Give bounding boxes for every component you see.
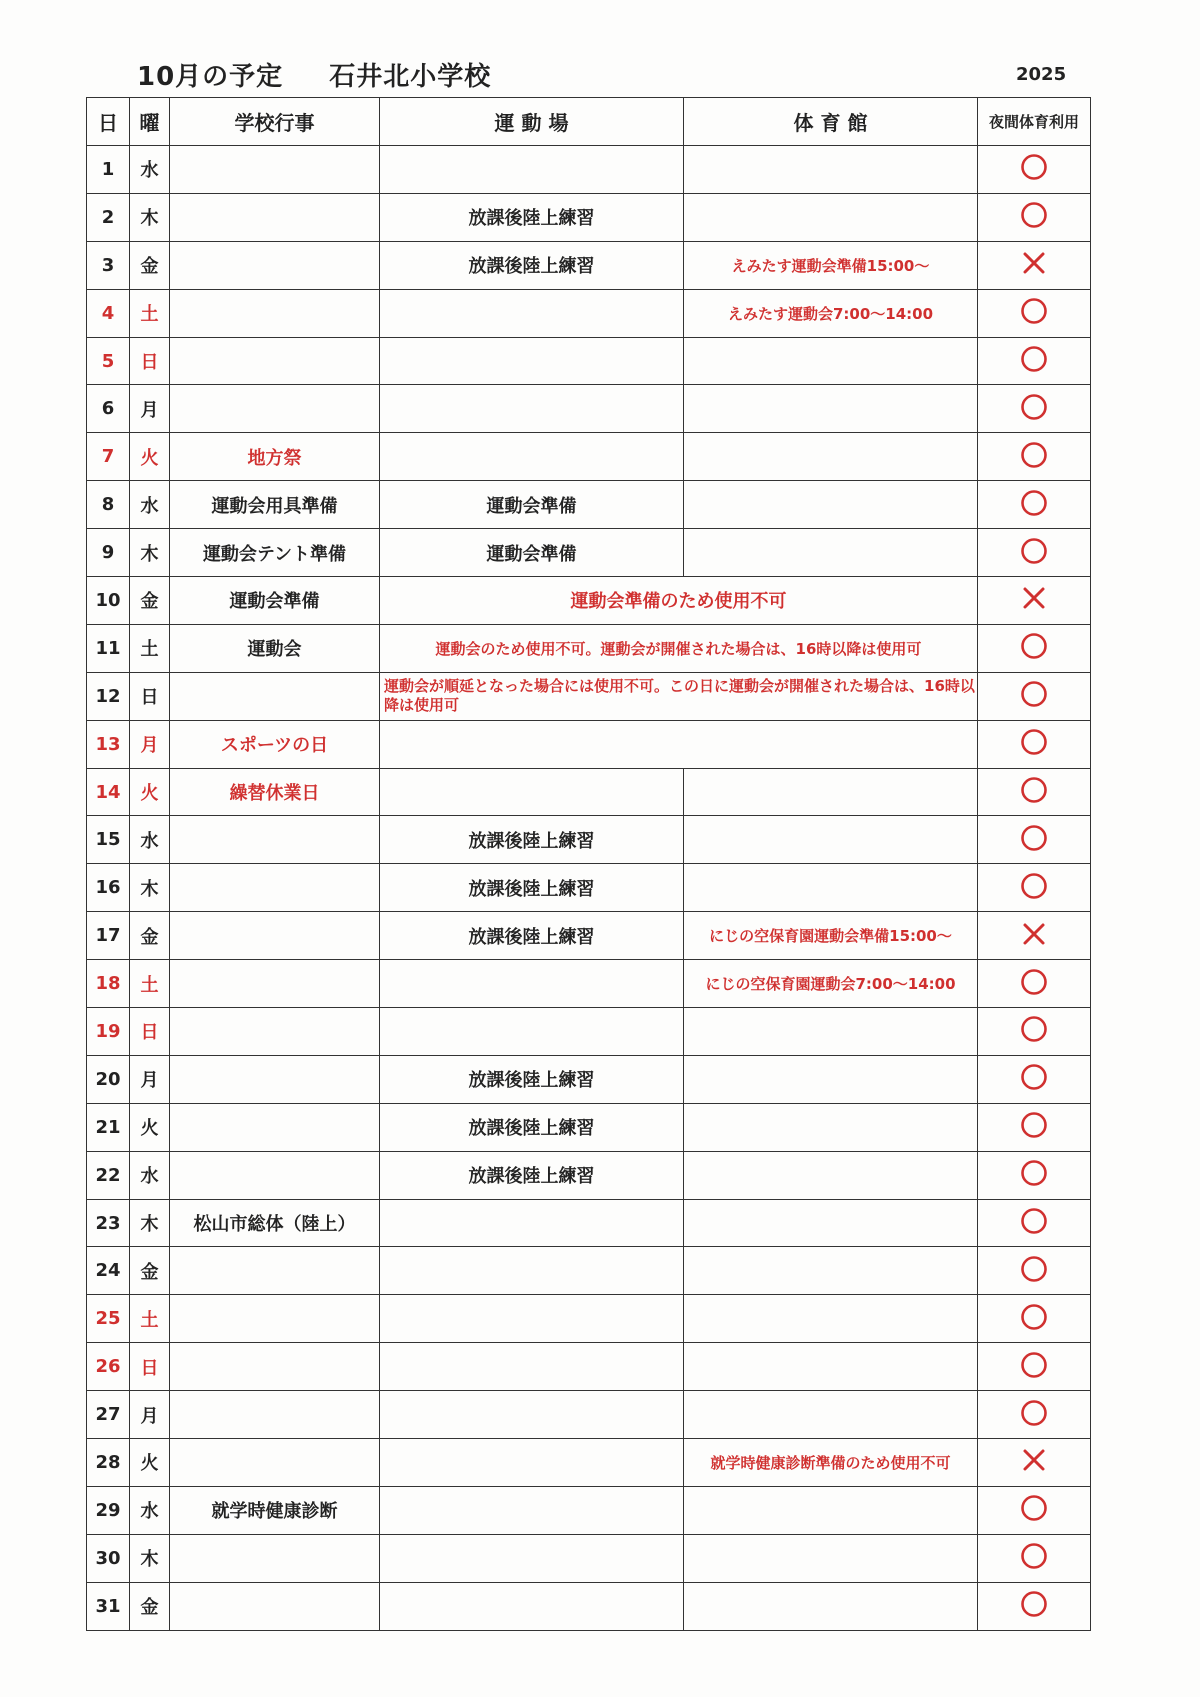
- gym-cell: [684, 1534, 978, 1582]
- ground-cell: 放課後陸上練習: [380, 816, 684, 864]
- night-use-cell: [978, 577, 1091, 625]
- ground-cell: [380, 1582, 684, 1630]
- night-use-value: [1049, 679, 1050, 680]
- event-cell: [170, 960, 380, 1008]
- night-use-cell: [978, 1199, 1091, 1247]
- gym-cell: 就学時健康診断準備のため使用不可: [684, 1439, 978, 1487]
- night-use-cell: [978, 960, 1091, 1008]
- circle-mark-icon: [1019, 727, 1049, 757]
- gym-cell: [684, 816, 978, 864]
- night-use-value: [1049, 1493, 1050, 1494]
- circle-mark-icon: [1019, 1206, 1049, 1236]
- table-row: [87, 1343, 1091, 1391]
- night-use-value: [1049, 1062, 1050, 1063]
- day-cell: 4: [87, 289, 130, 337]
- night-use-cell: [978, 1486, 1091, 1534]
- event-cell: 地方祭: [170, 433, 380, 481]
- day-cell: 26: [87, 1343, 130, 1391]
- day-cell: 15: [87, 816, 130, 864]
- circle-mark-icon: [1019, 1398, 1049, 1428]
- night-use-cell: [978, 1103, 1091, 1151]
- table-row: [87, 1055, 1091, 1103]
- cross-mark-icon: [1019, 1445, 1049, 1475]
- gym-cell: [684, 768, 978, 816]
- merged-cell: 運動会のため使用不可。運動会が開催された場合は、16時以降は使用可: [380, 624, 978, 672]
- night-use-value: [1049, 200, 1050, 201]
- day-cell: 17: [87, 912, 130, 960]
- night-use-cell: [978, 864, 1091, 912]
- day-cell: 19: [87, 1008, 130, 1056]
- weekday-cell: 土: [130, 289, 170, 337]
- table-row: [87, 241, 1091, 289]
- night-use-value: [1049, 1445, 1050, 1446]
- schedule-table: [86, 97, 1091, 1631]
- gym-cell: [684, 481, 978, 529]
- day-cell: 11: [87, 624, 130, 672]
- day-cell: 12: [87, 672, 130, 720]
- night-use-value: [1049, 871, 1050, 872]
- day-cell: 2: [87, 193, 130, 241]
- event-cell: [170, 1055, 380, 1103]
- event-cell: [170, 1295, 380, 1343]
- night-use-cell: [978, 1343, 1091, 1391]
- night-use-cell: [978, 1582, 1091, 1630]
- ground-cell: 放課後陸上練習: [380, 1055, 684, 1103]
- weekday-cell: 木: [130, 1199, 170, 1247]
- night-use-value: [1049, 1350, 1050, 1351]
- gym-cell: [684, 1055, 978, 1103]
- event-cell: スポーツの日: [170, 720, 380, 768]
- gym-cell: [684, 529, 978, 577]
- weekday-cell: 水: [130, 816, 170, 864]
- gym-cell: [684, 1295, 978, 1343]
- event-cell: [170, 146, 380, 194]
- event-cell: 運動会: [170, 624, 380, 672]
- weekday-cell: 木: [130, 529, 170, 577]
- gym-cell: にじの空保育園運動会7:00～14:00: [684, 960, 978, 1008]
- night-use-cell: [978, 1295, 1091, 1343]
- ground-cell: 放課後陸上練習: [380, 1103, 684, 1151]
- event-cell: [170, 1582, 380, 1630]
- event-cell: 繰替休業日: [170, 768, 380, 816]
- night-use-value: [1049, 1158, 1050, 1159]
- night-use-cell: [978, 241, 1091, 289]
- merged-cell: 運動会が順延となった場合には使用不可。この日に運動会が開催された場合は、16時以降は使用可: [380, 672, 978, 720]
- night-use-value: [1049, 344, 1050, 345]
- table-row: [87, 912, 1091, 960]
- table-row: [87, 193, 1091, 241]
- weekday-cell: 日: [130, 1008, 170, 1056]
- table-row: [87, 433, 1091, 481]
- night-use-value: [1049, 1110, 1050, 1111]
- day-cell: 27: [87, 1391, 130, 1439]
- night-use-cell: [978, 672, 1091, 720]
- event-cell: [170, 1008, 380, 1056]
- col-weekday: 曜: [130, 98, 170, 146]
- day-cell: 1: [87, 146, 130, 194]
- table-row: [87, 1199, 1091, 1247]
- table-row: [87, 864, 1091, 912]
- night-use-value: [1049, 919, 1050, 920]
- ground-cell: [380, 385, 684, 433]
- weekday-cell: 木: [130, 864, 170, 912]
- night-use-cell: [978, 289, 1091, 337]
- table-row: [87, 385, 1091, 433]
- circle-mark-icon: [1019, 823, 1049, 853]
- cross-mark-icon: [1019, 248, 1049, 278]
- circle-mark-icon: [1019, 1062, 1049, 1092]
- ground-cell: [380, 768, 684, 816]
- event-cell: [170, 1391, 380, 1439]
- weekday-cell: 土: [130, 960, 170, 1008]
- circle-mark-icon: [1019, 200, 1049, 230]
- col-ground: 運 動 場: [380, 98, 684, 146]
- event-cell: 運動会用具準備: [170, 481, 380, 529]
- circle-mark-icon: [1019, 536, 1049, 566]
- table-row: [87, 624, 1091, 672]
- night-use-cell: [978, 1247, 1091, 1295]
- night-use-value: [1049, 1014, 1050, 1015]
- day-cell: 10: [87, 577, 130, 625]
- circle-mark-icon: [1019, 1254, 1049, 1284]
- ground-cell: [380, 433, 684, 481]
- table-row: [87, 146, 1091, 194]
- cross-mark-icon: [1019, 583, 1049, 613]
- night-use-cell: [978, 768, 1091, 816]
- day-cell: 30: [87, 1534, 130, 1582]
- weekday-cell: 水: [130, 1151, 170, 1199]
- night-use-cell: [978, 481, 1091, 529]
- table-row: [87, 1582, 1091, 1630]
- ground-cell: [380, 1343, 684, 1391]
- gym-cell: [684, 337, 978, 385]
- weekday-cell: 月: [130, 720, 170, 768]
- gym-cell: えみたす運動会準備15:00～: [684, 241, 978, 289]
- day-cell: 29: [87, 1486, 130, 1534]
- table-row: [87, 289, 1091, 337]
- event-cell: 就学時健康診断: [170, 1486, 380, 1534]
- weekday-cell: 日: [130, 1343, 170, 1391]
- circle-mark-icon: [1019, 871, 1049, 901]
- header-row: [87, 98, 1091, 146]
- day-cell: 25: [87, 1295, 130, 1343]
- weekday-cell: 木: [130, 193, 170, 241]
- night-use-value: [1049, 631, 1050, 632]
- day-cell: 20: [87, 1055, 130, 1103]
- table-row: [87, 1486, 1091, 1534]
- ground-cell: 運動会準備: [380, 529, 684, 577]
- day-cell: 24: [87, 1247, 130, 1295]
- circle-mark-icon: [1019, 296, 1049, 326]
- night-use-value: [1049, 1206, 1050, 1207]
- night-use-value: [1049, 1398, 1050, 1399]
- night-use-cell: [978, 146, 1091, 194]
- day-cell: 23: [87, 1199, 130, 1247]
- night-use-value: [1049, 967, 1050, 968]
- night-use-cell: [978, 1439, 1091, 1487]
- title-month: 10月の予定: [137, 62, 284, 92]
- merged-cell: 運動会準備のため使用不可: [380, 577, 978, 625]
- event-cell: 運動会テント準備: [170, 529, 380, 577]
- gym-cell: [684, 193, 978, 241]
- ground-cell: [380, 1486, 684, 1534]
- event-cell: [170, 337, 380, 385]
- weekday-cell: 金: [130, 241, 170, 289]
- table-row: [87, 1295, 1091, 1343]
- gym-cell: [684, 1103, 978, 1151]
- event-cell: 運動会準備: [170, 577, 380, 625]
- night-use-value: [1049, 727, 1050, 728]
- event-cell: [170, 1247, 380, 1295]
- night-use-cell: [978, 433, 1091, 481]
- table-row: [87, 337, 1091, 385]
- gym-cell: [684, 1343, 978, 1391]
- event-cell: [170, 193, 380, 241]
- night-use-value: [1049, 440, 1050, 441]
- merged-cell: [380, 720, 978, 768]
- event-cell: [170, 1151, 380, 1199]
- circle-mark-icon: [1019, 152, 1049, 182]
- ground-cell: [380, 1199, 684, 1247]
- ground-cell: [380, 1534, 684, 1582]
- event-cell: [170, 1439, 380, 1487]
- day-cell: 16: [87, 864, 130, 912]
- ground-cell: [380, 1247, 684, 1295]
- night-use-value: [1049, 296, 1050, 297]
- night-use-cell: [978, 1008, 1091, 1056]
- weekday-cell: 月: [130, 385, 170, 433]
- ground-cell: 運動会準備: [380, 481, 684, 529]
- table-row: [87, 529, 1091, 577]
- table-row: [87, 1439, 1091, 1487]
- event-cell: [170, 241, 380, 289]
- night-use-value: [1049, 392, 1050, 393]
- weekday-cell: 土: [130, 624, 170, 672]
- day-cell: 8: [87, 481, 130, 529]
- night-use-value: [1049, 248, 1050, 249]
- table-row: [87, 1534, 1091, 1582]
- day-cell: 31: [87, 1582, 130, 1630]
- col-gym: 体 育 館: [684, 98, 978, 146]
- page-title: [137, 56, 491, 93]
- gym-cell: [684, 1247, 978, 1295]
- day-cell: 18: [87, 960, 130, 1008]
- night-use-cell: [978, 816, 1091, 864]
- weekday-cell: 月: [130, 1055, 170, 1103]
- gym-cell: [684, 385, 978, 433]
- night-use-cell: [978, 624, 1091, 672]
- day-cell: 21: [87, 1103, 130, 1151]
- night-use-cell: [978, 1151, 1091, 1199]
- ground-cell: [380, 146, 684, 194]
- gym-cell: [684, 1486, 978, 1534]
- gym-cell: [684, 1199, 978, 1247]
- event-cell: [170, 1343, 380, 1391]
- circle-mark-icon: [1019, 1589, 1049, 1619]
- weekday-cell: 金: [130, 912, 170, 960]
- night-use-value: [1049, 1302, 1050, 1303]
- night-use-value: [1049, 1589, 1050, 1590]
- night-use-cell: [978, 1534, 1091, 1582]
- circle-mark-icon: [1019, 679, 1049, 709]
- col-night-use: 夜間体育利用: [978, 98, 1091, 146]
- table-row: [87, 816, 1091, 864]
- ground-cell: 放課後陸上練習: [380, 241, 684, 289]
- gym-cell: にじの空保育園運動会準備15:00～: [684, 912, 978, 960]
- weekday-cell: 土: [130, 1295, 170, 1343]
- ground-cell: [380, 289, 684, 337]
- table-row: [87, 960, 1091, 1008]
- night-use-cell: [978, 1055, 1091, 1103]
- ground-cell: [380, 337, 684, 385]
- event-cell: 松山市総体（陸上）: [170, 1199, 380, 1247]
- circle-mark-icon: [1019, 967, 1049, 997]
- table-row: [87, 672, 1091, 720]
- col-day: 日: [87, 98, 130, 146]
- ground-cell: 放課後陸上練習: [380, 912, 684, 960]
- night-use-cell: [978, 912, 1091, 960]
- weekday-cell: 火: [130, 1103, 170, 1151]
- event-cell: [170, 385, 380, 433]
- night-use-cell: [978, 337, 1091, 385]
- day-cell: 28: [87, 1439, 130, 1487]
- school-name: 石井北小学校: [329, 62, 492, 92]
- weekday-cell: 金: [130, 1582, 170, 1630]
- day-cell: 5: [87, 337, 130, 385]
- gym-cell: [684, 433, 978, 481]
- weekday-cell: 水: [130, 481, 170, 529]
- event-cell: [170, 864, 380, 912]
- table-row: [87, 577, 1091, 625]
- night-use-value: [1049, 775, 1050, 776]
- event-cell: [170, 1534, 380, 1582]
- table-row: [87, 1247, 1091, 1295]
- table-row: [87, 481, 1091, 529]
- circle-mark-icon: [1019, 1350, 1049, 1380]
- night-use-cell: [978, 1391, 1091, 1439]
- gym-cell: [684, 146, 978, 194]
- weekday-cell: 月: [130, 1391, 170, 1439]
- day-cell: 3: [87, 241, 130, 289]
- circle-mark-icon: [1019, 392, 1049, 422]
- table-row: [87, 1151, 1091, 1199]
- night-use-value: [1049, 583, 1050, 584]
- gym-cell: えみたす運動会7:00～14:00: [684, 289, 978, 337]
- weekday-cell: 日: [130, 337, 170, 385]
- circle-mark-icon: [1019, 488, 1049, 518]
- gym-cell: [684, 1391, 978, 1439]
- day-cell: 7: [87, 433, 130, 481]
- weekday-cell: 木: [130, 1534, 170, 1582]
- event-cell: [170, 672, 380, 720]
- night-use-value: [1049, 1541, 1050, 1542]
- day-cell: 9: [87, 529, 130, 577]
- table-row: [87, 1391, 1091, 1439]
- weekday-cell: 日: [130, 672, 170, 720]
- gym-cell: [684, 864, 978, 912]
- table-row: [87, 1008, 1091, 1056]
- circle-mark-icon: [1019, 631, 1049, 661]
- night-use-cell: [978, 193, 1091, 241]
- night-use-cell: [978, 720, 1091, 768]
- circle-mark-icon: [1019, 1158, 1049, 1188]
- ground-cell: 放課後陸上練習: [380, 864, 684, 912]
- ground-cell: [380, 1008, 684, 1056]
- circle-mark-icon: [1019, 1110, 1049, 1140]
- night-use-value: [1049, 488, 1050, 489]
- table-row: [87, 1103, 1091, 1151]
- circle-mark-icon: [1019, 1014, 1049, 1044]
- table-row: [87, 768, 1091, 816]
- ground-cell: 放課後陸上練習: [380, 193, 684, 241]
- ground-cell: [380, 1439, 684, 1487]
- circle-mark-icon: [1019, 344, 1049, 374]
- night-use-value: [1049, 152, 1050, 153]
- circle-mark-icon: [1019, 1302, 1049, 1332]
- ground-cell: [380, 1295, 684, 1343]
- circle-mark-icon: [1019, 1493, 1049, 1523]
- night-use-value: [1049, 536, 1050, 537]
- ground-cell: [380, 960, 684, 1008]
- weekday-cell: 火: [130, 433, 170, 481]
- gym-cell: [684, 1151, 978, 1199]
- weekday-cell: 火: [130, 1439, 170, 1487]
- weekday-cell: 金: [130, 1247, 170, 1295]
- circle-mark-icon: [1019, 1541, 1049, 1571]
- event-cell: [170, 289, 380, 337]
- circle-mark-icon: [1019, 440, 1049, 470]
- night-use-value: [1049, 1254, 1050, 1255]
- table-row: [87, 720, 1091, 768]
- day-cell: 14: [87, 768, 130, 816]
- weekday-cell: 金: [130, 577, 170, 625]
- gym-cell: [684, 1582, 978, 1630]
- col-school-event: 学校行事: [170, 98, 380, 146]
- weekday-cell: 水: [130, 146, 170, 194]
- ground-cell: 放課後陸上練習: [380, 1151, 684, 1199]
- event-cell: [170, 912, 380, 960]
- cross-mark-icon: [1019, 919, 1049, 949]
- event-cell: [170, 1103, 380, 1151]
- weekday-cell: 火: [130, 768, 170, 816]
- year-label: 2025: [1016, 64, 1067, 85]
- circle-mark-icon: [1019, 775, 1049, 805]
- ground-cell: [380, 1391, 684, 1439]
- night-use-cell: [978, 529, 1091, 577]
- night-use-value: [1049, 823, 1050, 824]
- day-cell: 22: [87, 1151, 130, 1199]
- weekday-cell: 水: [130, 1486, 170, 1534]
- gym-cell: [684, 1008, 978, 1056]
- day-cell: 6: [87, 385, 130, 433]
- night-use-cell: [978, 385, 1091, 433]
- day-cell: 13: [87, 720, 130, 768]
- event-cell: [170, 816, 380, 864]
